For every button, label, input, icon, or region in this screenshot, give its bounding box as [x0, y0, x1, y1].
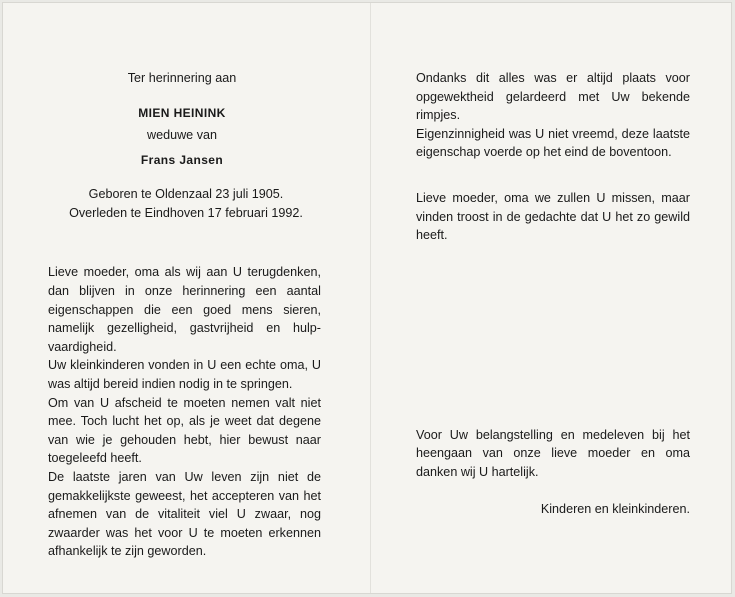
spouse-name: Frans Jansen — [140, 152, 224, 167]
intro-line: Ter herinnering aan — [127, 71, 237, 85]
memorial-card — [2, 2, 732, 594]
card-fold-line — [370, 3, 371, 593]
left-page — [48, 69, 321, 561]
right-page — [416, 69, 690, 518]
right-paragraph: Eigenzinnigheid was U niet vreemd, deze laatste eigenschap voerde op het eind de boventoon. — [416, 126, 690, 160]
left-paragraph: Uw kleinkinderen vonden in U een echte oma, U was altijd bereid indien nodig in te springen. — [48, 358, 321, 391]
deceased-name: MIEN HEININK — [138, 105, 226, 120]
signoff-line: Kinderen en kleinkinderen. — [540, 501, 690, 516]
death-line: Overleden te Eindhoven 17 februari 1992. — [69, 205, 303, 220]
memorial-heading — [68, 69, 296, 169]
right-paragraph: Ondanks dit alles was er altijd plaats voor opgewektheid gelardeerd met Uw bekende rimpjes. — [416, 71, 690, 123]
left-paragraph: Om van U afscheid te moeten nemen valt niet mee. Toch lucht het op, als je weet dat degene van wie je gehouden hebt, hier bewust naar toegeleefd heeft. — [48, 395, 321, 466]
left-paragraph: Lieve moeder, oma als wij aan U terugdenken, dan blijven in onze herinnering een aantal eigenschappen die een goed mens sieren, namelijk gezelligheid, gastvrijheid en hulpvaardigheid. — [48, 265, 321, 354]
left-paragraph: De laatste jaren van Uw leven zijn niet de gemakkelijkste geweest, het accepteren van het afnemen van de vitaliteit viel U zwaar, nog zwaarder was het voor U te moeten erkennen afhankelijk te zijn geworden. — [48, 469, 321, 559]
life-dates — [56, 185, 316, 222]
birth-line: Geboren te Oldenzaal 23 juli 1905. — [88, 187, 284, 202]
relation-line: weduwe van — [146, 128, 217, 143]
thanks-paragraph: Voor Uw belangstelling en medeleven bij het heengaan van onze lieve moeder en oma danken wij U hartelijk. — [416, 427, 690, 479]
left-body-text — [48, 263, 321, 561]
right-paragraph: Lieve moeder, oma we zullen U missen, maar vinden troost in de gedachte dat U het zo gewild heeft. — [416, 190, 690, 243]
